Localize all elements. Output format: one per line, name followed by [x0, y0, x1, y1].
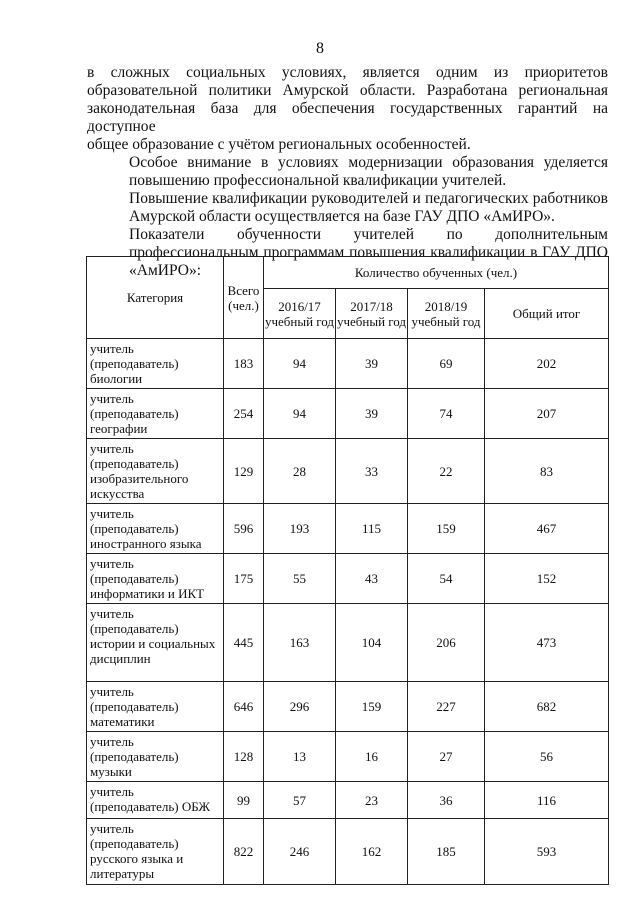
cell-2018-19: 74 [408, 389, 485, 439]
cell-category: учитель (преподаватель) иностранного языка [87, 504, 224, 554]
cell-category: учитель (преподаватель) музыки [87, 732, 224, 782]
header-grand-total: Общий итог [485, 289, 609, 339]
cell-2016-17: 163 [264, 604, 336, 682]
text-line: повышению профессиональной квалификации учителей. [129, 172, 507, 189]
cell-grand-total: 56 [485, 732, 609, 782]
cell-grand-total: 152 [485, 554, 609, 604]
paragraph [87, 190, 608, 226]
cell-total: 128 [224, 732, 264, 782]
cell-grand-total: 593 [485, 819, 609, 885]
cell-category: учитель (преподаватель) истории и социальных дисциплин [87, 604, 224, 682]
table-row [87, 339, 609, 389]
cell-category: учитель (преподаватель) информатики и ИКТ [87, 554, 224, 604]
cell-2016-17: 246 [264, 819, 336, 885]
cell-2016-17: 193 [264, 504, 336, 554]
text-line: профессиональным программам повышения квалификации в ГАУ ДПО [129, 244, 608, 261]
cell-category: учитель (преподаватель) изобразительного искусства [87, 439, 224, 504]
header-category: Категория [87, 257, 224, 339]
cell-total: 183 [224, 339, 264, 389]
header-total: Всего (чел.) [224, 257, 264, 339]
header-year-2016-17: 2016/17 учебный год [264, 289, 336, 339]
table-row [87, 819, 609, 885]
cell-total: 99 [224, 782, 264, 819]
text-line: в сложных социальных условиях, является одним из приоритетов [87, 64, 608, 81]
header-year-2018-19: 2018/19 учебный год [408, 289, 485, 339]
cell-total: 822 [224, 819, 264, 885]
cell-category: учитель (преподаватель) ОБЖ [87, 782, 224, 819]
cell-2016-17: 57 [264, 782, 336, 819]
cell-total: 445 [224, 604, 264, 682]
cell-2017-18: 33 [336, 439, 408, 504]
text-line: законодательная база для обеспечения государственных гарантий на доступное [87, 100, 608, 135]
cell-2018-19: 159 [408, 504, 485, 554]
cell-2018-19: 206 [408, 604, 485, 682]
cell-grand-total: 116 [485, 782, 609, 819]
text-line: Амурской области осуществляется на базе ГАУ ДПО «АмИРО». [129, 208, 555, 225]
header-year-2017-18: 2017/18 учебный год [336, 289, 408, 339]
cell-2017-18: 115 [336, 504, 408, 554]
cell-2017-18: 159 [336, 682, 408, 732]
text-line: «АмИРО»: [129, 262, 202, 279]
cell-2018-19: 185 [408, 819, 485, 885]
cell-2018-19: 27 [408, 732, 485, 782]
cell-grand-total: 473 [485, 604, 609, 682]
paragraph [87, 154, 608, 190]
cell-total: 254 [224, 389, 264, 439]
page-number: 8 [316, 40, 324, 57]
cell-grand-total: 467 [485, 504, 609, 554]
cell-2016-17: 28 [264, 439, 336, 504]
cell-2016-17: 13 [264, 732, 336, 782]
cell-2018-19: 54 [408, 554, 485, 604]
cell-2017-18: 23 [336, 782, 408, 819]
teacher-training-table [86, 256, 609, 885]
body-text [87, 64, 608, 280]
cell-category: учитель (преподаватель) русского языка и литературы [87, 819, 224, 885]
cell-2018-19: 22 [408, 439, 485, 504]
cell-total: 646 [224, 682, 264, 732]
cell-2017-18: 16 [336, 732, 408, 782]
cell-2017-18: 39 [336, 339, 408, 389]
cell-2016-17: 296 [264, 682, 336, 732]
table-row [87, 732, 609, 782]
cell-2016-17: 55 [264, 554, 336, 604]
header-trained-group: Количество обученных (чел.) [264, 257, 609, 289]
text-line: образовательной политики Амурской области. Разработана региональная [87, 82, 608, 99]
table-row [87, 604, 609, 682]
cell-grand-total: 682 [485, 682, 609, 732]
cell-2016-17: 94 [264, 339, 336, 389]
text-line: Особое внимание в условиях модернизации образования уделяется [129, 154, 608, 171]
cell-2017-18: 39 [336, 389, 408, 439]
table-row [87, 554, 609, 604]
cell-total: 129 [224, 439, 264, 504]
paragraph [87, 64, 608, 154]
cell-2017-18: 104 [336, 604, 408, 682]
cell-grand-total: 207 [485, 389, 609, 439]
cell-grand-total: 202 [485, 339, 609, 389]
cell-2016-17: 94 [264, 389, 336, 439]
cell-total: 596 [224, 504, 264, 554]
table-row [87, 782, 609, 819]
table-row [87, 389, 609, 439]
cell-2018-19: 69 [408, 339, 485, 389]
text-line: общее образование с учётом региональных особенностей. [87, 136, 471, 153]
cell-total: 175 [224, 554, 264, 604]
cell-category: учитель (преподаватель) математики [87, 682, 224, 732]
cell-category: учитель (преподаватель) биологии [87, 339, 224, 389]
text-line: Показатели обученности учителей по дополнительным [129, 226, 608, 243]
cell-2017-18: 162 [336, 819, 408, 885]
cell-2018-19: 227 [408, 682, 485, 732]
table-row [87, 439, 609, 504]
cell-grand-total: 83 [485, 439, 609, 504]
table-row [87, 682, 609, 732]
cell-2017-18: 43 [336, 554, 408, 604]
cell-2018-19: 36 [408, 782, 485, 819]
text-line: Повышение квалификации руководителей и педагогических работников [129, 190, 608, 207]
table-row [87, 504, 609, 554]
cell-category: учитель (преподаватель) географии [87, 389, 224, 439]
